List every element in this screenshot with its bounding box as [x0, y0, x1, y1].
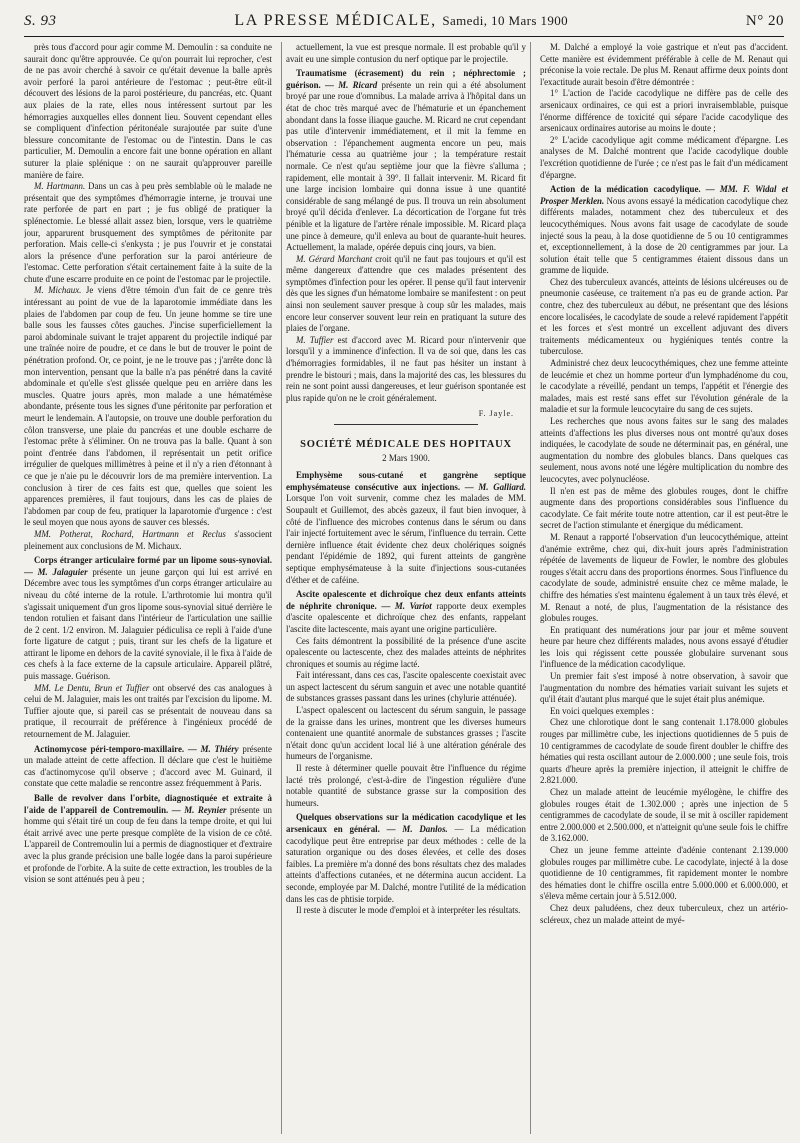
paragraph	[540, 787, 788, 845]
paragraph-text: ont observé des cas analogues à celui de M. Jalaguier, mais les ont traités par l'excision du lipome. M. Tuffier ajoute que, si pareil cas se présentait de nouveau dans sa pratique, il recourrait de préférence à l'ingénieux procédé de retournement de M. Jalaguier.	[24, 682, 272, 740]
paragraph-text: Fait intéressant, dans ces cas, l'ascite opalescente coexistait avec un aspect lactescent du sérum sanguin et avec une notable quantité de substances grasses passant dans les urines (chylurie atténuée).	[286, 670, 526, 704]
issue-date: Samedi, 10 Mars 1900	[442, 13, 569, 28]
paragraph	[286, 335, 526, 405]
paragraph	[24, 285, 272, 528]
report-author: MM. F. Widal et Prosper Merklen.	[540, 184, 788, 206]
report-entry	[286, 812, 526, 905]
report-entry	[286, 68, 526, 254]
paragraph	[24, 181, 272, 285]
paragraph-text: près tous d'accord pour agir comme M. Demoulin : sa conduite ne saurait donc qu'être approuvée. Ce qu'on pourrait lui reprocher, c'est de ne pas avoir cherché à savoir ce qu'était devenue la balle après avoir perforé la paroi antérieure de l'estomac ; peut-être eût-il découvert des lésions de la paroi postérieure, du pancréas, etc. Quant aux plaies de la rate, elles nous intéressent surtout par les hémorragies auxquelles elles donnent lieu. Souvent cependant elles se compliquent d'infection péritonéale surajoutée par suite d'une blessure concomitante de l'estomac ou de l'intestin. Dans le cas particulier, M. Demoulin a encore fait une bonne opération en allant suturer la plaie splénique : on ne saurait qu'approuver pareille manière de faire.	[24, 42, 272, 180]
report-body: présente un homme qui s'était tiré un coup de feu dans la tempe droite, et qui lui était arrivé avec une perte presque complète de la vision de ce côté. L'appareil de Contremoulin lui a permis de diagnostiquer et d'extraire avec la plus grande précision une balle logée dans la paroi supérieure et profonde de l'orbite. A la suite de cette extraction, les troubles de la vision se sont atténués peu à peu ;	[24, 804, 272, 885]
paragraph-text: 2° L'acide cacodylique agit comme médicament d'épargne. Les analyses de M. Dalché montrent que l'acide cacodylique double l'excrétion quotidienne de l'urée ; ce n'est pas le fait d'un médicament d'épargne.	[540, 134, 788, 180]
paragraph-text: est d'accord avec M. Ricard pour n'intervenir que lorsqu'il y a imminence d'infection. Il va de soi que, dans les cas d'hémorragies formidables, il ne faut pas hésiter un instant à prendre le bistouri ; mais, dans la majorité des cas, les blessures du rein ne sont point aussi dangereuses, et leur guérison spontanée est plus rapide qu'on ne le croit généralement.	[286, 334, 526, 403]
paragraph-text: En pratiquant des numérations jour par jour et même souvent heure par heure chez différents malades, nous avons essayé d'étudier les lois qui régissent cette poussée globulaire survenant sous l'influence de la médication cacodylique.	[540, 624, 788, 670]
speaker-name: MM. Le Dentu, Brun et Tuffier	[34, 682, 150, 693]
report-heading: Corps étranger articulaire formé par un lipome sous-synovial. —	[24, 555, 272, 577]
report-body: présente un malade atteint de cette affection. Il déclare que c'est le huitième cas d'actinomycose qu'il observe ; d'accord avec M. Guinard, il constate que cette maladie se rencontre assez fréquemment à Paris.	[24, 743, 272, 789]
paragraph	[540, 903, 788, 926]
paragraph-text: Administré chez deux leucocythémiques, chez une femme atteinte de leucémie et chez un homme porteur d'un lymphadénome du cou, le cacodylate a réveillé, pendant un temps, l'appétit et l'énergie des malades, mais est resté sans effet sur l'évolution générale de la maladie et sur la formule leucocytaire du sang de ces sujets.	[540, 358, 788, 415]
column-middle	[281, 42, 531, 1134]
paragraph-text: 1° L'action de l'acide cacodylique ne diffère pas de celle des arsenicaux ordinaires, ce qui est a priori invraisemblable, puisque l'énorme différence de toxicité qui sépare l'acide cacodylique des arsenicaux ordinaires autorise au moins le doute ;	[540, 88, 788, 134]
paragraph-text: s'associent pleinement aux conclusions de M. Michaux.	[24, 528, 272, 551]
report-body: rapporte deux exemples d'ascite opalescente et dichroïque chez des enfants, rappelant l'ascite dite lactescente, mais ayant une origine particulière.	[286, 600, 526, 634]
paragraph	[540, 135, 788, 181]
paragraph-text: actuellement, la vue est presque normale. Il est probable qu'il y avait eu une simple contusion du nerf optique par le projectile.	[286, 42, 526, 64]
report-entry	[24, 744, 272, 790]
paragraph-text: Je viens d'être témoin d'un fait de ce genre très intéressant au point de vue de la laparotomie immédiate dans les plaies de l'abdomen par coup de feu. Un jeune homme se tire une balle sous les fausses côtes gauches. J'incise superficiellement la paroi abdominale suivant le trajet apparent du projectile indiqué par une traînée noire de poudre, et ce dans le but de trouver le point de pénétration profond. Or, ce point, je ne le trouve pas ; j'arrête donc là mon intervention, pensant que la balle n'a pas pénétré dans la cavité abdominale et qu'elle s'est glissée quelque peu en arrière dans les muscles. Quatre jours après, mon malade a une hématémèse abondante, présente tous les signes d'une péritonite par perforation et meurt le lendemain. A l'autopsie, on trouve une double perforation du côlon transverse, une plaie du pancréas et une double escharre de l'estomac prête à s'éliminer. On ne trouva pas la balle. Quant à son point d'entrée dans l'abdomen, il représentait un petit orifice irrégulier de quelques millimètres à peine et il n'y a rien d'étonnant à ce que je n'aie pu le découvrir lors de ma première intervention. La conclusion à tirer de ces faits est que, quelles que soient les apparences premières, il faut toujours, dans les cas de plaies de l'abdomen par coup de feu, pratiquer la laparotomie d'urgence : c'est le seul moyen que nous ayons de sauver ces blessés.	[24, 285, 272, 528]
paragraph	[540, 671, 788, 706]
report-heading: Traumatisme (écrasement) du rein ; néphrectomie ; guérison. —	[286, 68, 526, 90]
paragraph-text: Il reste à discuter le mode d'emploi et à interpréter les résultats.	[296, 905, 521, 916]
paragraph-text: M. Renaut a rapporté l'observation d'un leucocythémique, atteint d'anémie extrême, chez qui, dix-huit jours après l'administration répétée de lavements de liqueur de Fowler, le nombre des globules rouges s'était accru dans des proportions énormes. Sous l'influence du cacodylate de soude, administré ensuite chez ce même malade, le chiffre des hématies s'est maintenu également à un taux très élevé, et M. Renaut a noté, de plus, l'augmentation de la résistance des globules rouges.	[540, 531, 788, 624]
paragraph	[24, 683, 272, 741]
report-author: M. Jalaguier	[37, 566, 88, 577]
column-right	[540, 42, 788, 1134]
paragraph	[286, 42, 526, 65]
paragraph-text: Chez un jeune femme atteinte d'adénie contenant 2.139.000 globules rouges par millimètre cube. Le cacodylate, injecté à la dose quotidienne de 10 centigrammes, fit rapidement monter le nombre des hématies dont le chiffre oscilla entre 5.000.000 et 6.000.000, et s'éleva même certain jour à 5.512.000.	[540, 844, 788, 902]
speaker-name: M. Tuffier	[296, 334, 334, 345]
paragraph-text: Chez un malade atteint de leucémie myélogène, le chiffre des globules rouges était de 1.302.000 ; après une injection de 5 centigrammes de cacodylate de soude, il se mit à osciller rapidement entre 2.000.000 et 2.500.000, et n'atteignit qu'une seule fois le chiffre de 3.162.000.	[540, 787, 788, 844]
report-heading: Ascite opalescente et dichroïque chez deux enfants atteints de néphrite chronique. —	[286, 589, 526, 611]
paragraph	[286, 905, 526, 917]
paragraph-text: Dans un cas à peu près semblable où le malade ne présentait que des symptômes d'hémorragie interne, je trouvai une rate perforée de part en part ; je fus obligé de pratiquer la splénectomie. Le blessé allait assez bien, lorsque, vers le quatrième jour, apparurent brusquement des symptômes de péritonite par perforation. Mais celle-ci s'enkysta ; je pus l'ouvrir et je constatai alors la présence d'une perforation sur la paroi antérieure de l'estomac. Cette perforation s'était certainement faite à la suite de la chute d'une escarre produite en ce point de l'estomac par le projectile.	[24, 181, 272, 284]
report-body: Lorsque l'on voit survenir, comme chez les malades de MM. Soupault et Guillemot, des abcès gazeux, il faut bien invoquer, à côté de l'influence des microbes contenus dans le sérum ou dans l'air injecté fortuitement avec le sérum, l'influence du terrain. Cette dernière influence était évidente chez deux cholériques soignés pendant l'épidémie de 1892, qui furent atteints de gangrène septique emphysémateuse à la suite d'injections sous-cutanées d'éther et de caféine.	[286, 493, 526, 585]
page-number: S. 93	[24, 12, 57, 29]
report-author: M. Danlos.	[402, 824, 448, 834]
paragraph-text: Les recherches que nous avons faites sur le sang des malades atteints d'affections les plus diverses nous ont montré qu'aux doses indiquées, le cacodylate de soude ne déterminait pas, en général, une augmentation du nombre des globules blancs. Dans quelques cas seulement, nous avons noté une légère multiplication du nombre des leucocytes, avec polynucléose.	[540, 416, 788, 484]
paragraph-text: En voici quelques exemples :	[550, 705, 655, 716]
paragraph	[540, 532, 788, 625]
report-author: M. Thiéry	[200, 743, 239, 754]
report-entry	[286, 470, 526, 586]
author-signature: F. Jayle.	[478, 409, 514, 419]
paragraph-text: Ces faits démontrent la possibilité de la présence d'une ascite opalescente ou lactescente, chez des malades atteints de néphrites chroniques et soumis au régime lacté.	[286, 635, 526, 669]
paragraph-text: M. Dalché a employé la voie gastrique et n'eut pas d'accident. Cette manière est évidemment préférable à celle de M. Renaut qui préconise la voie rectale. De plus M. Renaut affirme deux points dont l'exactitude aurait besoin d'être démontrée :	[540, 42, 788, 87]
report-heading: Action de la médication cacodylique. —	[550, 184, 720, 195]
report-body: — La médication cacodylique peut être entreprise par deux méthodes : celle de la saturation organique ou des doses élevées, et celle des doses faibles. La première m'a donné des bons résultats chez des malades atteints d'affections cutanées, et ne détermina aucun accident. La seconde, employée par M. Dalché, montre l'utilité de la médication dans les cas de phtisie torpide.	[286, 824, 526, 904]
paragraph-text: Il reste à déterminer quelle pouvait être l'influence du régime lacté très prolongé, c'est-à-dire de l'ingestion régulière d'une notable quantité de substance grasse sur la composition des humeurs.	[286, 763, 526, 808]
speaker-name: M. Gérard Marchant	[296, 253, 373, 264]
paragraph	[540, 717, 788, 787]
report-author: M. Galliard.	[478, 481, 526, 492]
paragraph-text: Chez deux paludéens, chez deux tuberculeux, chez un artério-scléreux, chez un malade atteint de myé-	[540, 902, 788, 925]
journal-name: LA PRESSE MÉDICALE,	[234, 12, 437, 29]
paragraph-text: Un premier fait s'est imposé à notre observation, à savoir que l'augmentation du nombre des hématies variait suivant les sujets et qu'il était d'autant plus marqué que le sujet était plus anémique.	[540, 671, 788, 705]
paragraph-text: croit qu'il ne faut pas toujours et qu'il est même dangereux d'attendre que ces malades présentent des symptômes d'infection pour les opérer. Il pense qu'il faut intervenir dès que les signes d'un hématome lombaire se manifestent : on peut ainsi non seulement sauver presque à coup sûr les malades, mais encore leur conserver souvent leur rein en pratiquant la suture des plaies de l'organe.	[286, 253, 526, 334]
paragraph-text: Il n'en est pas de même des globules rouges, dont le chiffre augmente dans des proportions considérables sous l'influence du cacodylate. Ce fait mérite toute notre attention, car il est peut-être le secret de l'action stimulante et énergique du médicament.	[540, 485, 788, 531]
column-left	[24, 42, 272, 1134]
report-author: M. Reynier	[184, 804, 227, 815]
section-date: 2 Mars 1900.	[382, 452, 430, 463]
paragraph	[286, 763, 526, 809]
section-rule	[334, 424, 478, 425]
report-heading: Emphysème sous-cutané et gangrène septique emphysémateuse consécutive aux injections. —	[286, 470, 526, 492]
speaker-name: M. Michaux.	[34, 285, 82, 296]
report-body: Nous avons essayé la médication cacodylique chez différents malades, notamment chez des tuberculeux et des leucocythémiques. Nous avons fait usage de cacodylate de soude injecté sous la peau, à la dose quotidienne de 5 ou 10 centigrammes et, exceptionnellement, à la dose de 20 centigrammes par jour. La solution était telle que 5 centigrammes étaient dissous dans un gramme de liquide.	[540, 195, 788, 276]
paragraph	[540, 625, 788, 671]
paragraph	[286, 254, 526, 335]
paragraph-text: L'aspect opalescent ou lactescent du sérum sanguin, le passage de la graisse dans les urines, montrent que les diverses humeurs contenaient une quantité anormale de substances grasses ; l'ascite n'était donc qu'un accident local lié à une altération générale des humeurs de l'organisme.	[286, 705, 526, 762]
report-body: présente un jeune garçon qui lui est arrivé en Décembre avec tous les symptômes d'un corps étranger articulaire au niveau du côté interne de la rotule. L'arthrotomie lui montra qu'il s'agissait uniquement d'un gros lipome sous-synovial situé derrière le tendon rotulien et faisant dans l'intérieur de l'articulation une saillie de 2 cent. 1/2 environ. M. Jalaguier pédiculisa ce repli à l'aide d'une forte ligature de catgut ; puis, tirant sur les chefs de la ligature et attirant le lipome en dehors de la cavité synoviale, il le fixa à l'aide de ces chefs à la face externe de la capsule articulaire. Appareil plâtré, puis massage. Guérison.	[24, 566, 272, 682]
paragraph	[286, 705, 526, 763]
report-entry	[24, 793, 272, 886]
report-entry	[24, 555, 272, 683]
journal-title	[234, 12, 568, 30]
paragraph	[540, 486, 788, 532]
report-body: présente un rein qui a été absolument broyé par une roue d'omnibus. La malade arriva à l'hôpital dans un état de choc très marqué avec de l'hématurie et un épanchement abondant dans la fosse iliaque gauche. M. Ricard ne crut cependant pas utile d'intervenir immédiatement, et il mit la femme en observation : l'épanchement augmenta encore un peu, mais l'hématurie cessa au quatrième jour ; la température restait normale. Ce n'est qu'au septième jour que la fièvre s'alluma ; rapidement, elle montait à 39°. Il fallait intervenir. M. Ricard fit une large incision lombaire qui donna issue à une quantité considérable de sang mélangé de pus. Il trouva un rein absolument broyé qu'il décida d'enlever. La décortication de l'organe fut très pénible et la ligature de l'artère rénale impossible. M. Ricard plaça une pince à demeure, qu'il enleva au bout de quarante-huit heures. Actuellement, la malade, opérée depuis cinq jours, va bien.	[286, 79, 526, 253]
paragraph	[24, 42, 272, 181]
paragraph	[540, 277, 788, 358]
report-entry	[286, 589, 526, 635]
paragraph	[540, 845, 788, 903]
paragraph	[540, 358, 788, 416]
paragraph-text: Chez une chlorotique dont le sang contenait 1.178.000 globules rouges par millimètre cube, les injections quotidiennes de 5 puis de 10 centigrammes de cacodylate de soude firent doubler le chiffre des hématies qui resta oscillant autour de 2.000.000 ; une seule fois, trois quarts d'heure après la première injection, il atteignit le chiffre de 2.821.000.	[540, 717, 788, 786]
article-columns	[24, 42, 788, 1134]
report-author: M. Ricard	[338, 79, 378, 90]
paragraph-text: Chez des tuberculeux avancés, atteints de lésions ulcéreuses ou de pneumonie caséeuse, ce traitement n'a pas eu de grande action. Par contre, chez des tuberculeux au début, ne présentant que des lésions encore localisées, le cacodylate de soude a relevé rapidement l'appétit et les forces et s'est montré un excellent adjuvant des divers traitements médicamenteux ou hygiéniques tentés contre la tuberculose.	[540, 276, 788, 357]
report-heading: Actinomycose péri-temporo-maxillaire. —	[34, 743, 201, 754]
report-author: M. Variot	[394, 600, 432, 611]
paragraph	[24, 529, 272, 552]
report-entry	[540, 184, 788, 277]
paragraph	[540, 706, 788, 718]
paragraph	[286, 670, 526, 705]
report-heading: Quelques observations sur la médication cacodylique et les arsenicaux en général. —	[286, 812, 526, 834]
masthead	[24, 6, 784, 37]
paragraph	[540, 416, 788, 486]
report-heading: Balle de revolver dans l'orbite, diagnostiquée et extraite à l'aide de l'appareil de Contremoulin. —	[24, 793, 272, 815]
speaker-name: MM. Potherat, Rochard, Hartmann et Reclus	[34, 528, 226, 539]
paragraph	[540, 42, 788, 88]
paragraph	[540, 88, 788, 134]
speaker-name: M. Hartmann.	[34, 181, 86, 192]
section-title: SOCIÉTÉ MÉDICALE DES HOPITAUX	[300, 439, 512, 450]
issue-number: N° 20	[745, 12, 784, 29]
paragraph	[286, 636, 526, 671]
